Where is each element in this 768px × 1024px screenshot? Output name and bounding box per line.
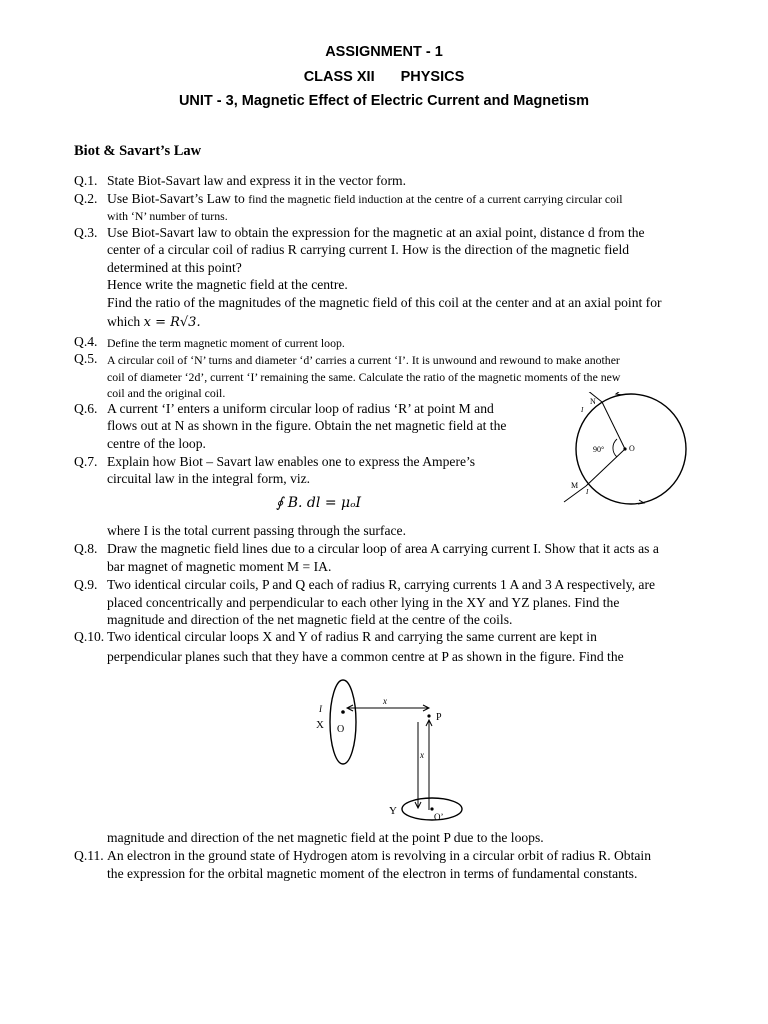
assignment-title: ASSIGNMENT - 1 — [325, 44, 443, 60]
math-expression: x = R√3. — [143, 315, 201, 330]
question-text: Explain how Biot – Savart law enables one to express the Ampere’s — [107, 454, 476, 469]
question-text: centre of the loop. — [107, 436, 206, 451]
question-text: center of a circular coil of radius R carrying current I. How is the direction of the magnetic field — [107, 242, 630, 257]
question-number: Q.6. — [74, 401, 98, 416]
question-text-rest: find the magnetic field induction at the centre of a current carrying circular coil — [248, 192, 623, 206]
question-number: Q.7. — [74, 454, 98, 469]
question-text: placed concentrically and perpendicular to each other lying in the XY and YZ planes. Find the — [107, 595, 620, 610]
question-text: Use Biot-Savart law to obtain the expression for the magnetic at an axial point, distance d from the — [107, 225, 645, 240]
question-text: Two identical circular coils, P and Q each of radius R, carrying currents 1 A and 3 A respectively, are — [107, 577, 656, 592]
subject-label: PHYSICS — [400, 69, 465, 85]
question-text: determined at this point? — [107, 260, 242, 275]
point-p — [427, 714, 430, 717]
question-number: Q.9. — [74, 577, 98, 592]
center-o — [341, 710, 345, 714]
label-distance-x-vert: x — [420, 750, 424, 760]
label-i-bottom: I — [586, 488, 589, 496]
label-loop-y: Y — [389, 805, 397, 817]
question-number: Q.8. — [74, 541, 98, 556]
label-point-p: P — [436, 712, 442, 723]
question-text: Find the ratio of the magnitudes of the magnetic field of this coil at the center and at an axial point for — [107, 295, 662, 310]
question-text: bar magnet of magnetic moment M = IA. — [107, 559, 332, 574]
label-current-i: I — [319, 704, 322, 714]
question-number: Q.11. — [74, 848, 104, 863]
question-text: Draw the magnetic field lines due to a circular loop of area A carrying current I. Show that it acts as a — [107, 541, 659, 556]
loop-x — [330, 680, 356, 764]
arrow-bottom — [638, 500, 644, 504]
label-m: M — [571, 481, 579, 490]
angle-arc — [613, 439, 617, 457]
class-subject-line — [0, 69, 768, 85]
radius-line-m — [586, 449, 625, 486]
label-distance-x: x — [383, 696, 387, 706]
question-text: with ‘N’ number of turns. — [107, 209, 228, 223]
arrow-top — [616, 392, 622, 395]
question-text: A current ‘I’ enters a uniform circular loop of radius ‘R’ at point M and — [107, 401, 494, 416]
ampere-equation: ∮ B. dl = μₒI — [276, 495, 362, 511]
question-text: A circular coil of ‘N’ turns and diameter ‘d’ carries a current ‘I’. It is unwound and rewound to make another — [107, 353, 620, 367]
question-text: the expression for the orbital magnetic moment of the electron in terms of fundamental constants. — [107, 866, 638, 881]
question-number: Q.2. — [74, 191, 98, 206]
question-text: where I is the total current passing through the surface. — [107, 523, 406, 538]
question-text-lead: Use Biot-Savart’s Law to — [107, 191, 249, 206]
radius-line-n — [602, 402, 625, 449]
question-text: perpendicular planes such that they have a common centre at P as shown in the figure. Find the — [107, 649, 624, 664]
unit-title: UNIT - 3, Magnetic Effect of Electric Current and Magnetism — [178, 93, 590, 109]
angle-label: 90° — [593, 445, 605, 454]
question-text — [107, 190, 623, 208]
question-text — [107, 313, 201, 332]
section-title: Biot & Savart’s Law — [74, 143, 202, 159]
two-loops-figure — [305, 672, 475, 822]
question-text: circuital law in the integral form, viz. — [107, 471, 311, 486]
question-text: magnitude and direction of the net magnetic field at the point P due to the loops. — [107, 830, 544, 845]
question-text: Hence write the magnetic field at the centre. — [107, 277, 348, 292]
question-text-lead: which — [107, 314, 144, 329]
question-text: flows out at N as shown in the figure. Obtain the net magnetic field at the — [107, 418, 507, 433]
center-o-prime — [430, 807, 433, 810]
question-text: Two identical circular loops X and Y of radius R and carrying the same current are kept in — [107, 629, 597, 644]
question-number: Q.10. — [74, 629, 105, 644]
question-text: Define the term magnetic moment of current loop. — [107, 336, 345, 350]
question-text: coil and the original coil. — [107, 386, 226, 400]
label-loop-x: X — [316, 719, 324, 731]
question-text: An electron in the ground state of Hydrogen atom is revolving in a circular orbit of radius R. Obtain — [107, 848, 651, 863]
question-number: Q.5. — [74, 351, 98, 366]
label-o: O — [629, 444, 635, 453]
question-number: Q.1. — [74, 173, 98, 188]
label-center-o-prime: O’ — [434, 812, 444, 822]
question-text: magnitude and direction of the net magnetic field at the centre of the coils. — [107, 612, 513, 627]
question-number: Q.3. — [74, 225, 98, 240]
question-text: coil of diameter ‘2d’, current ‘I’ remaining the same. Calculate the ratio of the magnetic moments of the new — [107, 370, 621, 384]
question-number: Q.4. — [74, 334, 98, 349]
label-i-top: I — [581, 406, 584, 414]
question-text: State Biot-Savart law and express it in the vector form. — [107, 173, 406, 188]
label-center-o: O — [337, 724, 345, 735]
circular-loop-figure — [562, 392, 702, 512]
class-label: CLASS XII — [303, 69, 375, 85]
label-n: N — [590, 397, 596, 406]
center-point — [623, 447, 626, 450]
